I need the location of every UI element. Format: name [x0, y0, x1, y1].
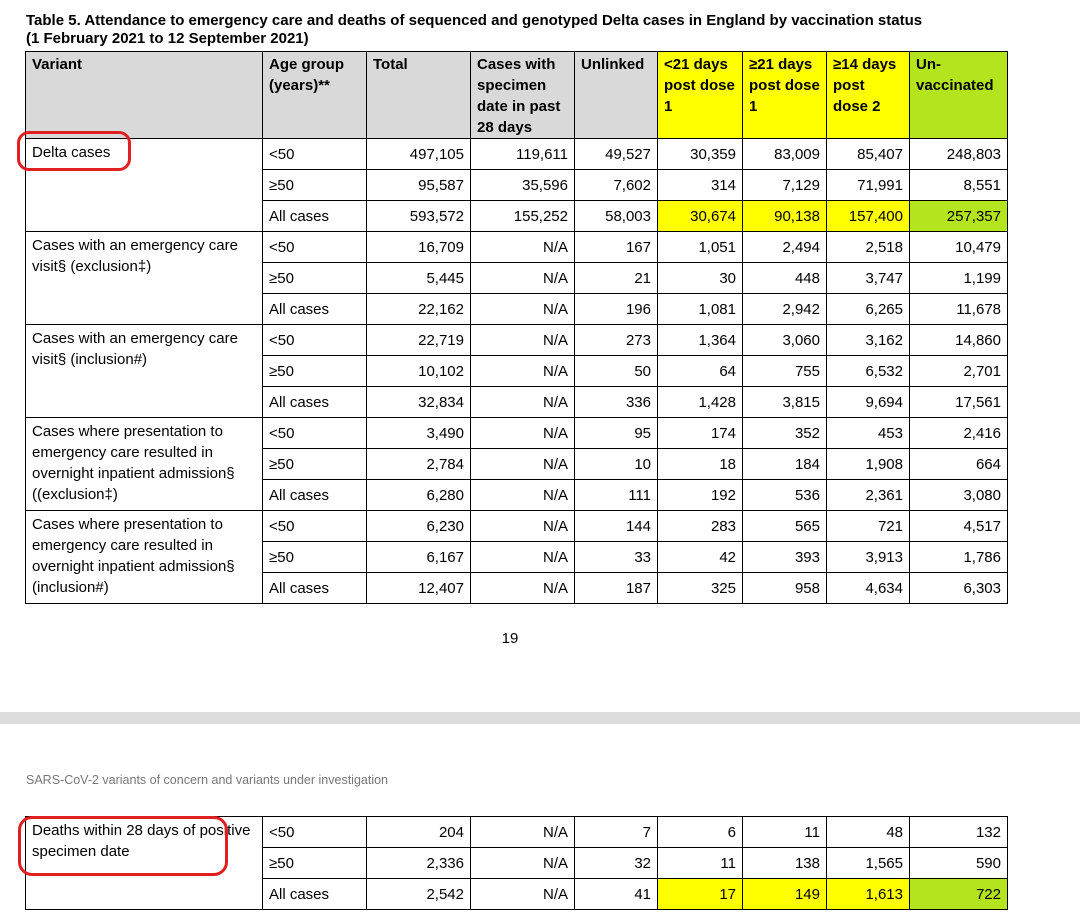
lt21-dose1-cell: 17	[658, 879, 743, 910]
specimen-cell: N/A	[471, 232, 575, 263]
ge14-dose2-cell: 3,162	[827, 325, 910, 356]
ge14-dose2-cell: 71,991	[827, 170, 910, 201]
age-cell: ≥50	[263, 848, 367, 879]
ge21-dose1-cell: 565	[743, 511, 827, 542]
ge21-dose1-cell: 3,060	[743, 325, 827, 356]
unvaccinated-cell: 257,357	[910, 201, 1008, 232]
age-cell: All cases	[263, 387, 367, 418]
total-cell: 3,490	[367, 418, 471, 449]
ge21-dose1-cell: 7,129	[743, 170, 827, 201]
lt21-dose1-cell: 6	[658, 817, 743, 848]
specimen-cell: 119,611	[471, 139, 575, 170]
total-cell: 95,587	[367, 170, 471, 201]
ge21-dose1-cell: 448	[743, 263, 827, 294]
ge14-dose2-cell: 9,694	[827, 387, 910, 418]
age-cell: <50	[263, 325, 367, 356]
unlinked-cell: 10	[575, 449, 658, 480]
variant-cell: Deaths within 28 days of positive specimen date	[26, 817, 263, 910]
table-row	[26, 139, 1008, 170]
ge14-dose2-cell: 1,908	[827, 449, 910, 480]
total-cell: 16,709	[367, 232, 471, 263]
unlinked-cell: 95	[575, 418, 658, 449]
ge14-dose2-cell: 85,407	[827, 139, 910, 170]
ge14-dose2-cell: 157,400	[827, 201, 910, 232]
unvaccinated-cell: 4,517	[910, 511, 1008, 542]
age-cell: ≥50	[263, 263, 367, 294]
age-cell: All cases	[263, 480, 367, 511]
ge21-dose1-cell: 2,942	[743, 294, 827, 325]
ge21-dose1-cell: 184	[743, 449, 827, 480]
specimen-cell: 35,596	[471, 170, 575, 201]
specimen-cell: N/A	[471, 356, 575, 387]
unlinked-cell: 273	[575, 325, 658, 356]
variant-cell: Cases with an emergency care visit§ (exclusion‡)	[26, 232, 263, 325]
unlinked-cell: 167	[575, 232, 658, 263]
unlinked-cell: 111	[575, 480, 658, 511]
age-cell: ≥50	[263, 356, 367, 387]
ge21-dose1-cell: 3,815	[743, 387, 827, 418]
ge21-dose1-cell: 138	[743, 848, 827, 879]
ge21-dose1-cell: 90,138	[743, 201, 827, 232]
specimen-cell: 155,252	[471, 201, 575, 232]
variant-cell: Cases where presentation to emergency care resulted in overnight inpatient admission§ (inclusion#)	[26, 511, 263, 604]
annotation-circle-deaths	[18, 816, 228, 876]
specimen-cell: N/A	[471, 418, 575, 449]
total-cell: 5,445	[367, 263, 471, 294]
ge21-dose1-cell: 2,494	[743, 232, 827, 263]
total-cell: 204	[367, 817, 471, 848]
unvaccinated-cell: 6,303	[910, 573, 1008, 604]
unvaccinated-cell: 14,860	[910, 325, 1008, 356]
age-cell: All cases	[263, 879, 367, 910]
age-cell: <50	[263, 139, 367, 170]
specimen-cell: N/A	[471, 573, 575, 604]
ge14-dose2-cell: 721	[827, 511, 910, 542]
ge14-dose2-cell: 6,265	[827, 294, 910, 325]
specimen-cell: N/A	[471, 817, 575, 848]
specimen-cell: N/A	[471, 294, 575, 325]
age-cell: <50	[263, 817, 367, 848]
lt21-dose1-cell: 64	[658, 356, 743, 387]
unvaccinated-cell: 2,416	[910, 418, 1008, 449]
ge21-dose1-cell: 393	[743, 542, 827, 573]
variant-cell: Cases with an emergency care visit§ (inclusion#)	[26, 325, 263, 418]
total-cell: 2,784	[367, 449, 471, 480]
unvaccinated-cell: 664	[910, 449, 1008, 480]
page-separator	[0, 712, 1080, 724]
lt21-dose1-cell: 18	[658, 449, 743, 480]
unlinked-cell: 7	[575, 817, 658, 848]
total-cell: 2,336	[367, 848, 471, 879]
unlinked-cell: 50	[575, 356, 658, 387]
specimen-cell: N/A	[471, 325, 575, 356]
specimen-cell: N/A	[471, 480, 575, 511]
unvaccinated-cell: 17,561	[910, 387, 1008, 418]
ge21-dose1-cell: 958	[743, 573, 827, 604]
unlinked-cell: 187	[575, 573, 658, 604]
table-title	[26, 12, 1066, 48]
col-header-cases-with-specimen: Cases with specimen date in past 28 days	[471, 52, 575, 139]
total-cell: 497,105	[367, 139, 471, 170]
variant-cell: Delta cases	[26, 139, 263, 232]
total-cell: 10,102	[367, 356, 471, 387]
unlinked-cell: 32	[575, 848, 658, 879]
age-cell: ≥50	[263, 449, 367, 480]
unvaccinated-cell: 1,786	[910, 542, 1008, 573]
lt21-dose1-cell: 283	[658, 511, 743, 542]
ge21-dose1-cell: 536	[743, 480, 827, 511]
specimen-cell: N/A	[471, 449, 575, 480]
lt21-dose1-cell: 314	[658, 170, 743, 201]
unvaccinated-cell: 590	[910, 848, 1008, 879]
table-row	[26, 511, 1008, 542]
ge21-dose1-cell: 149	[743, 879, 827, 910]
unlinked-cell: 196	[575, 294, 658, 325]
lt21-dose1-cell: 11	[658, 848, 743, 879]
table-title-line1: Table 5. Attendance to emergency care and deaths of sequenced and genotyped Delta cases in England by vaccination status	[26, 12, 923, 29]
lt21-dose1-cell: 1,081	[658, 294, 743, 325]
age-cell: <50	[263, 418, 367, 449]
unvaccinated-cell: 10,479	[910, 232, 1008, 263]
ge14-dose2-cell: 1,565	[827, 848, 910, 879]
age-cell: All cases	[263, 201, 367, 232]
unvaccinated-cell: 1,199	[910, 263, 1008, 294]
unvaccinated-cell: 722	[910, 879, 1008, 910]
ge14-dose2-cell: 3,747	[827, 263, 910, 294]
specimen-cell: N/A	[471, 879, 575, 910]
lt21-dose1-cell: 30	[658, 263, 743, 294]
specimen-cell: N/A	[471, 542, 575, 573]
unlinked-cell: 41	[575, 879, 658, 910]
lt21-dose1-cell: 325	[658, 573, 743, 604]
age-cell: <50	[263, 232, 367, 263]
attendance-table	[25, 51, 1008, 604]
col-header-variant: Variant	[26, 52, 263, 139]
unvaccinated-cell: 3,080	[910, 480, 1008, 511]
unlinked-cell: 58,003	[575, 201, 658, 232]
lt21-dose1-cell: 192	[658, 480, 743, 511]
col-header-lt21-dose1: <21 days post dose 1	[658, 52, 743, 139]
ge21-dose1-cell: 352	[743, 418, 827, 449]
unvaccinated-cell: 2,701	[910, 356, 1008, 387]
attendance-table-body	[26, 139, 1008, 604]
total-cell: 32,834	[367, 387, 471, 418]
ge14-dose2-cell: 4,634	[827, 573, 910, 604]
lt21-dose1-cell: 30,359	[658, 139, 743, 170]
unlinked-cell: 21	[575, 263, 658, 294]
age-cell: ≥50	[263, 542, 367, 573]
unlinked-cell: 7,602	[575, 170, 658, 201]
col-header-total: Total	[367, 52, 471, 139]
table-title-line2: (1 February 2021 to 12 September 2021)	[26, 30, 309, 47]
unlinked-cell: 144	[575, 511, 658, 542]
table-row	[26, 325, 1008, 356]
specimen-cell: N/A	[471, 848, 575, 879]
unlinked-cell: 336	[575, 387, 658, 418]
total-cell: 22,162	[367, 294, 471, 325]
total-cell: 2,542	[367, 879, 471, 910]
total-cell: 6,280	[367, 480, 471, 511]
unvaccinated-cell: 8,551	[910, 170, 1008, 201]
unvaccinated-cell: 248,803	[910, 139, 1008, 170]
lt21-dose1-cell: 1,428	[658, 387, 743, 418]
total-cell: 12,407	[367, 573, 471, 604]
col-header-age-group: Age group (years)**	[263, 52, 367, 139]
lt21-dose1-cell: 42	[658, 542, 743, 573]
col-header-ge21-dose1: ≥21 days post dose 1	[743, 52, 827, 139]
col-header-unvaccinated: Un-vaccinated	[910, 52, 1008, 139]
page-number: 19	[501, 630, 519, 647]
running-header: SARS-CoV-2 variants of concern and variants under investigation	[26, 773, 388, 787]
total-cell: 6,167	[367, 542, 471, 573]
specimen-cell: N/A	[471, 511, 575, 542]
table-row	[26, 418, 1008, 449]
table-row	[26, 232, 1008, 263]
variant-cell: Cases where presentation to emergency care resulted in overnight inpatient admission§ ((exclusion‡)	[26, 418, 263, 511]
ge21-dose1-cell: 83,009	[743, 139, 827, 170]
header-row	[26, 52, 1008, 139]
age-cell: All cases	[263, 294, 367, 325]
ge21-dose1-cell: 11	[743, 817, 827, 848]
unlinked-cell: 49,527	[575, 139, 658, 170]
lt21-dose1-cell: 30,674	[658, 201, 743, 232]
specimen-cell: N/A	[471, 263, 575, 294]
ge14-dose2-cell: 6,532	[827, 356, 910, 387]
lt21-dose1-cell: 174	[658, 418, 743, 449]
ge21-dose1-cell: 755	[743, 356, 827, 387]
lt21-dose1-cell: 1,364	[658, 325, 743, 356]
lt21-dose1-cell: 1,051	[658, 232, 743, 263]
total-cell: 22,719	[367, 325, 471, 356]
age-cell: ≥50	[263, 170, 367, 201]
total-cell: 593,572	[367, 201, 471, 232]
age-cell: <50	[263, 511, 367, 542]
unlinked-cell: 33	[575, 542, 658, 573]
col-header-unlinked: Unlinked	[575, 52, 658, 139]
specimen-cell: N/A	[471, 387, 575, 418]
ge14-dose2-cell: 3,913	[827, 542, 910, 573]
ge14-dose2-cell: 2,361	[827, 480, 910, 511]
age-cell: All cases	[263, 573, 367, 604]
col-header-ge14-dose2: ≥14 days post dose 2	[827, 52, 910, 139]
ge14-dose2-cell: 2,518	[827, 232, 910, 263]
annotation-circle-delta-cases	[17, 131, 131, 171]
ge14-dose2-cell: 1,613	[827, 879, 910, 910]
unvaccinated-cell: 132	[910, 817, 1008, 848]
ge14-dose2-cell: 48	[827, 817, 910, 848]
unvaccinated-cell: 11,678	[910, 294, 1008, 325]
ge14-dose2-cell: 453	[827, 418, 910, 449]
total-cell: 6,230	[367, 511, 471, 542]
